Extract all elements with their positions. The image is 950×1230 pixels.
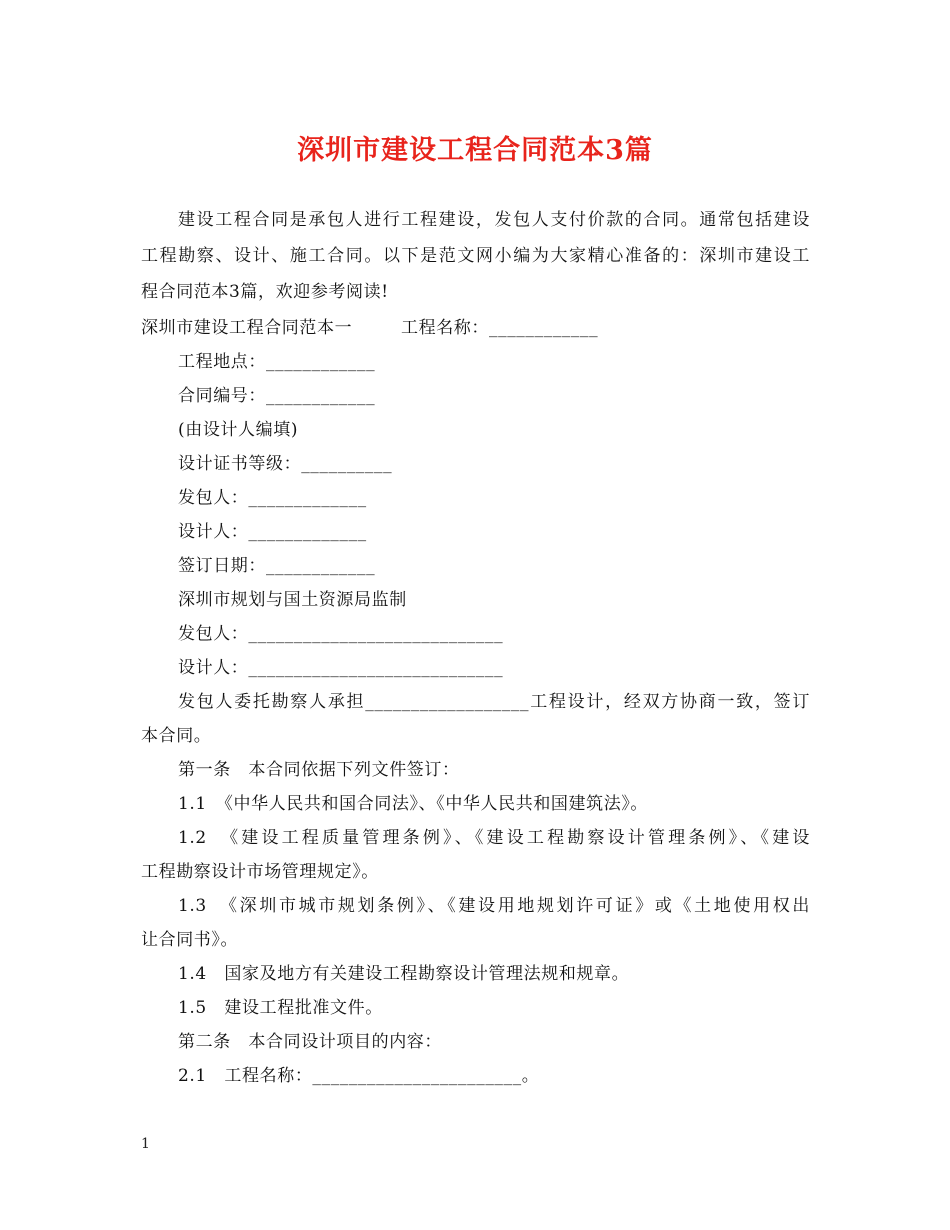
commission-line-1: 发包人委托勘察人承担__________________工程设计，经双方协商一致，签订 <box>178 692 810 712</box>
intro-line-1: 建设工程合同是承包人进行工程建设，发包人支付价款的合同。通常包括建设 <box>178 210 810 230</box>
field-certificate-grade: 设计证书等级：__________ <box>178 454 393 474</box>
intro-line-2: 工程勘察、设计、施工合同。以下是范文网小编为大家精心准备的：深圳市建设工 <box>141 246 810 266</box>
document-title: 深圳市建设工程合同范本3篇 <box>297 135 653 166</box>
article-1-item-4: 1.4 国家及地方有关建设工程勘察设计管理法规和规章。 <box>178 964 630 984</box>
project-name-field: 工程名称：____________ <box>401 318 599 338</box>
field-project-location: 工程地点：____________ <box>178 352 376 372</box>
page-number: 1 <box>141 1136 150 1152</box>
intro-line-3: 程合同范本3篇，欢迎参考阅读! <box>141 282 389 302</box>
field-signing-date: 签订日期：____________ <box>178 556 376 576</box>
field-designer-long: 设计人：____________________________ <box>178 658 504 678</box>
sample-title: 深圳市建设工程合同范本一 <box>141 318 353 338</box>
article-1-item-3-line-2: 让合同书》。 <box>141 930 239 950</box>
article-2-item-1: 2.1 工程名称：_______________________。 <box>178 1066 540 1086</box>
supervising-authority: 深圳市规划与国土资源局监制 <box>178 590 407 610</box>
field-note-designer-fill: (由设计人编填) <box>178 420 299 440</box>
field-designer: 设计人：_____________ <box>178 522 367 542</box>
field-contract-number: 合同编号：____________ <box>178 386 376 406</box>
commission-line-2: 本合同。 <box>141 726 212 746</box>
article-1-heading: 第一条 本合同依据下列文件签订： <box>178 760 460 780</box>
article-1-item-5: 1.5 建设工程批准文件。 <box>178 998 383 1018</box>
article-2-heading: 第二条 本合同设计项目的内容： <box>178 1032 442 1052</box>
article-1-item-1: 1.1 《中华人民共和国合同法》、《中华人民共和国建筑法》。 <box>178 794 649 814</box>
article-1-item-2-line-2: 工程勘察设计市场管理规定》。 <box>141 862 379 882</box>
article-1-item-3-line-1: 1.3 《深圳市城市规划条例》、《建设用地规划许可证》或《土地使用权出 <box>178 896 810 916</box>
article-1-item-2-line-1: 1.2 《建设工程质量管理条例》、《建设工程勘察设计管理条例》、《建设 <box>178 828 810 848</box>
field-employer-long: 发包人：____________________________ <box>178 624 504 644</box>
field-employer: 发包人：_____________ <box>178 488 367 508</box>
